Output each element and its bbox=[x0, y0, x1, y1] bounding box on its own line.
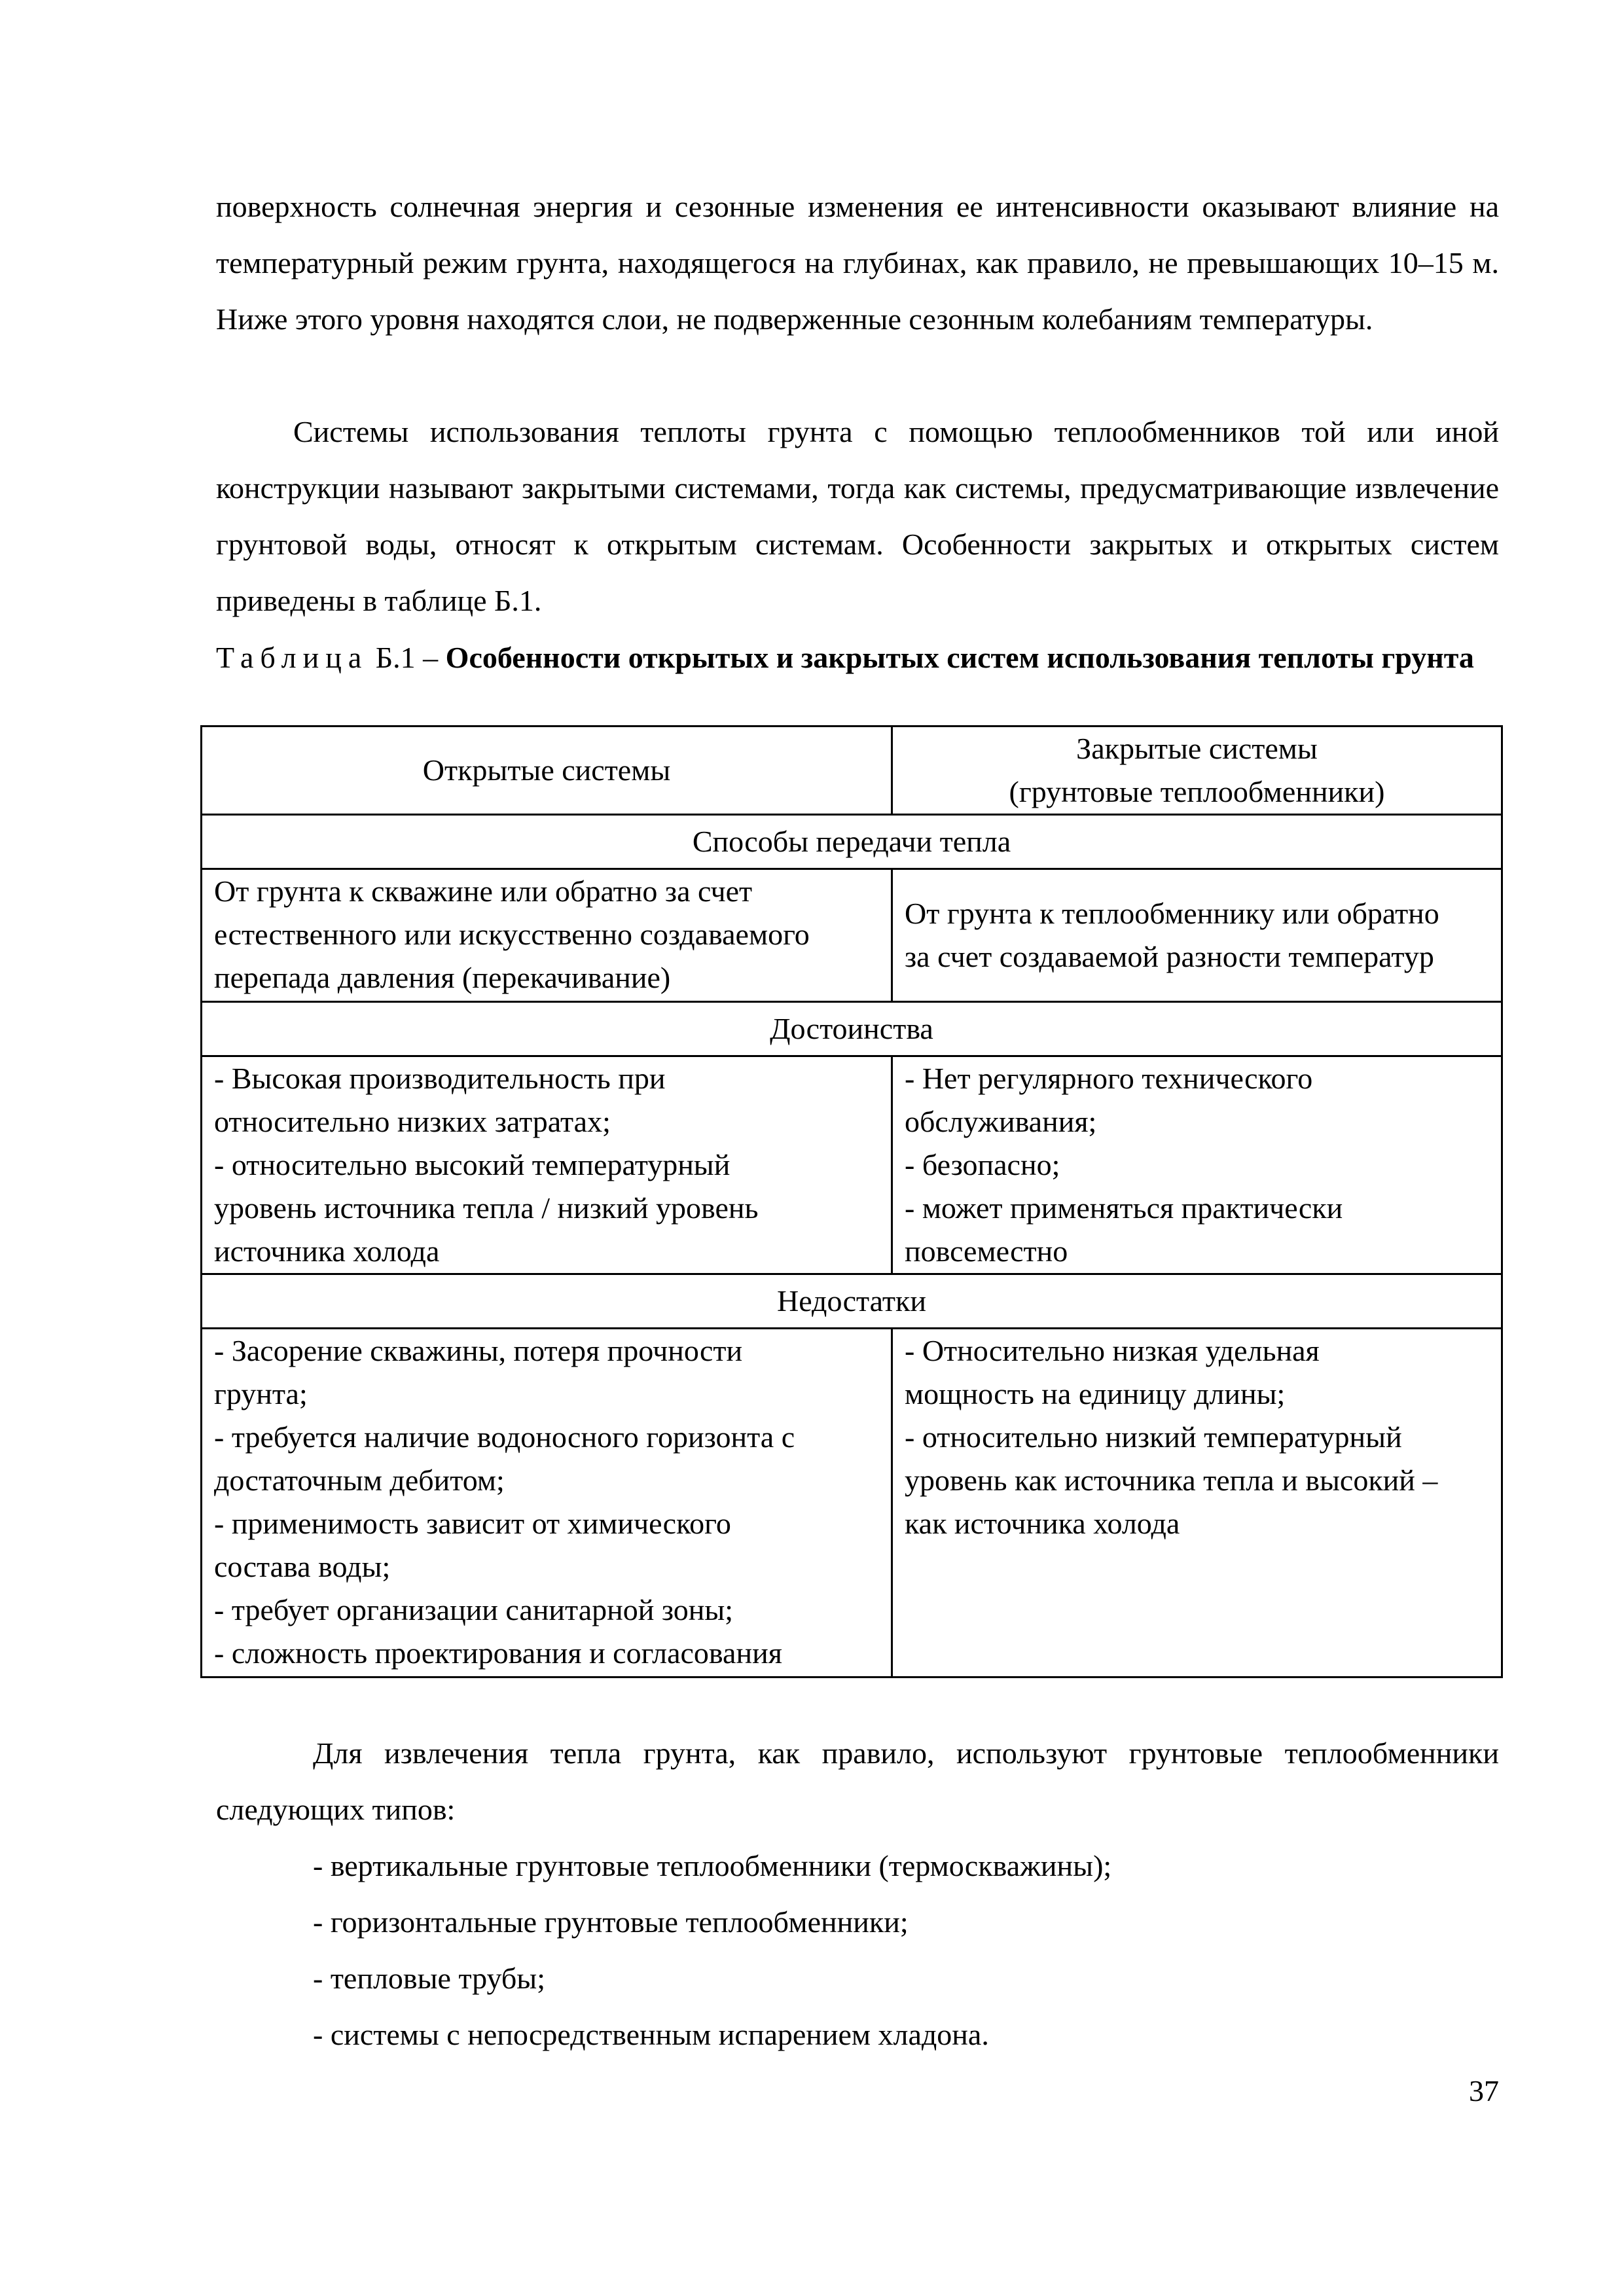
cell-disadvantages-closed: - Относительно низкая удельная мощность на единицу длины; - относительно низкий температурный уровень как источника тепла и высокий – как источника холода bbox=[892, 1329, 1502, 1677]
section-row-advantages bbox=[202, 1002, 1502, 1056]
page-number: 37 bbox=[1469, 2074, 1499, 2108]
list-item: - тепловые трубы; bbox=[313, 1962, 545, 1995]
header-open-systems: Открытые системы bbox=[202, 726, 892, 815]
table-caption-title: Особенности открытых и закрытых систем использования теплоты грунта bbox=[445, 641, 1474, 674]
section-heading-advantages: Достоинства bbox=[202, 1002, 1502, 1056]
section-heading-disadvantages: Недостатки bbox=[202, 1274, 1502, 1329]
list-item: - горизонтальные грунтовые теплообменники; bbox=[313, 1905, 909, 1939]
cell-transfer-open: От грунта к скважине или обратно за счет естественного или искусственно создаваемого перепада давления (перекачивание) bbox=[202, 869, 892, 1002]
table-header-row bbox=[202, 726, 1502, 815]
list-item: - системы с непосредственным испарением хладона. bbox=[313, 2018, 989, 2051]
section-heading-transfer: Способы передачи тепла bbox=[202, 815, 1502, 869]
section-row-disadvantages bbox=[202, 1274, 1502, 1329]
table-caption-number: Б.1 – bbox=[368, 641, 446, 674]
table-row-advantages bbox=[202, 1056, 1502, 1274]
section-row-transfer bbox=[202, 815, 1502, 869]
table-caption-label: Таблица bbox=[216, 641, 369, 674]
table-row-disadvantages bbox=[202, 1329, 1502, 1677]
cell-advantages-open: - Высокая производительность при относительно низких затратах; - относительно высокий температурный уровень источника тепла / низкий уровень источника холода bbox=[202, 1056, 892, 1274]
paragraph-exchanger-types: Для извлечения тепла грунта, как правило, используют грунтовые теплообменники следующих типов: bbox=[216, 1736, 1499, 1826]
cell-advantages-closed: - Нет регулярного технического обслуживания; - безопасно; - может применяться практически повсеместно bbox=[892, 1056, 1502, 1274]
cell-transfer-closed: От грунта к теплообменнику или обратно за счет создаваемой разности температур bbox=[892, 869, 1502, 1002]
exchanger-types-list bbox=[313, 1838, 1111, 2063]
systems-comparison-table bbox=[200, 725, 1503, 1678]
table-row-transfer bbox=[202, 869, 1502, 1002]
cell-disadvantages-open: - Засорение скважины, потеря прочности грунта; - требуется наличие водоносного горизонта с достаточным дебитом; - применимость зависит от химического состава воды; - требует организации санитарной зоны; - сложность проектирования и согласования bbox=[202, 1329, 892, 1677]
table-caption bbox=[216, 636, 1499, 679]
paragraph-closed-open-systems: Системы использования теплоты грунта с помощью теплообменников той или иной конструкции называют закрытыми системами, тогда как системы, предусматривающие извлечение грунтовой воды, относят к открытым системам. Особенности закрытых и открытых систем приведены в таблице Б.1. bbox=[216, 415, 1499, 617]
header-closed-systems: Закрытые системы (грунтовые теплообменники) bbox=[892, 726, 1502, 815]
paragraph-soil-temperature: поверхность солнечная энергия и сезонные изменения ее интенсивности оказывают влияние на температурный режим грунта, находящегося на глубинах, как правило, не превышающих 10–15 м. Ниже этого уровня находятся слои, не подверженные сезонным колебаниям температуры. bbox=[216, 190, 1499, 336]
list-item: - вертикальные грунтовые теплообменники (термоскважины); bbox=[313, 1849, 1112, 1882]
